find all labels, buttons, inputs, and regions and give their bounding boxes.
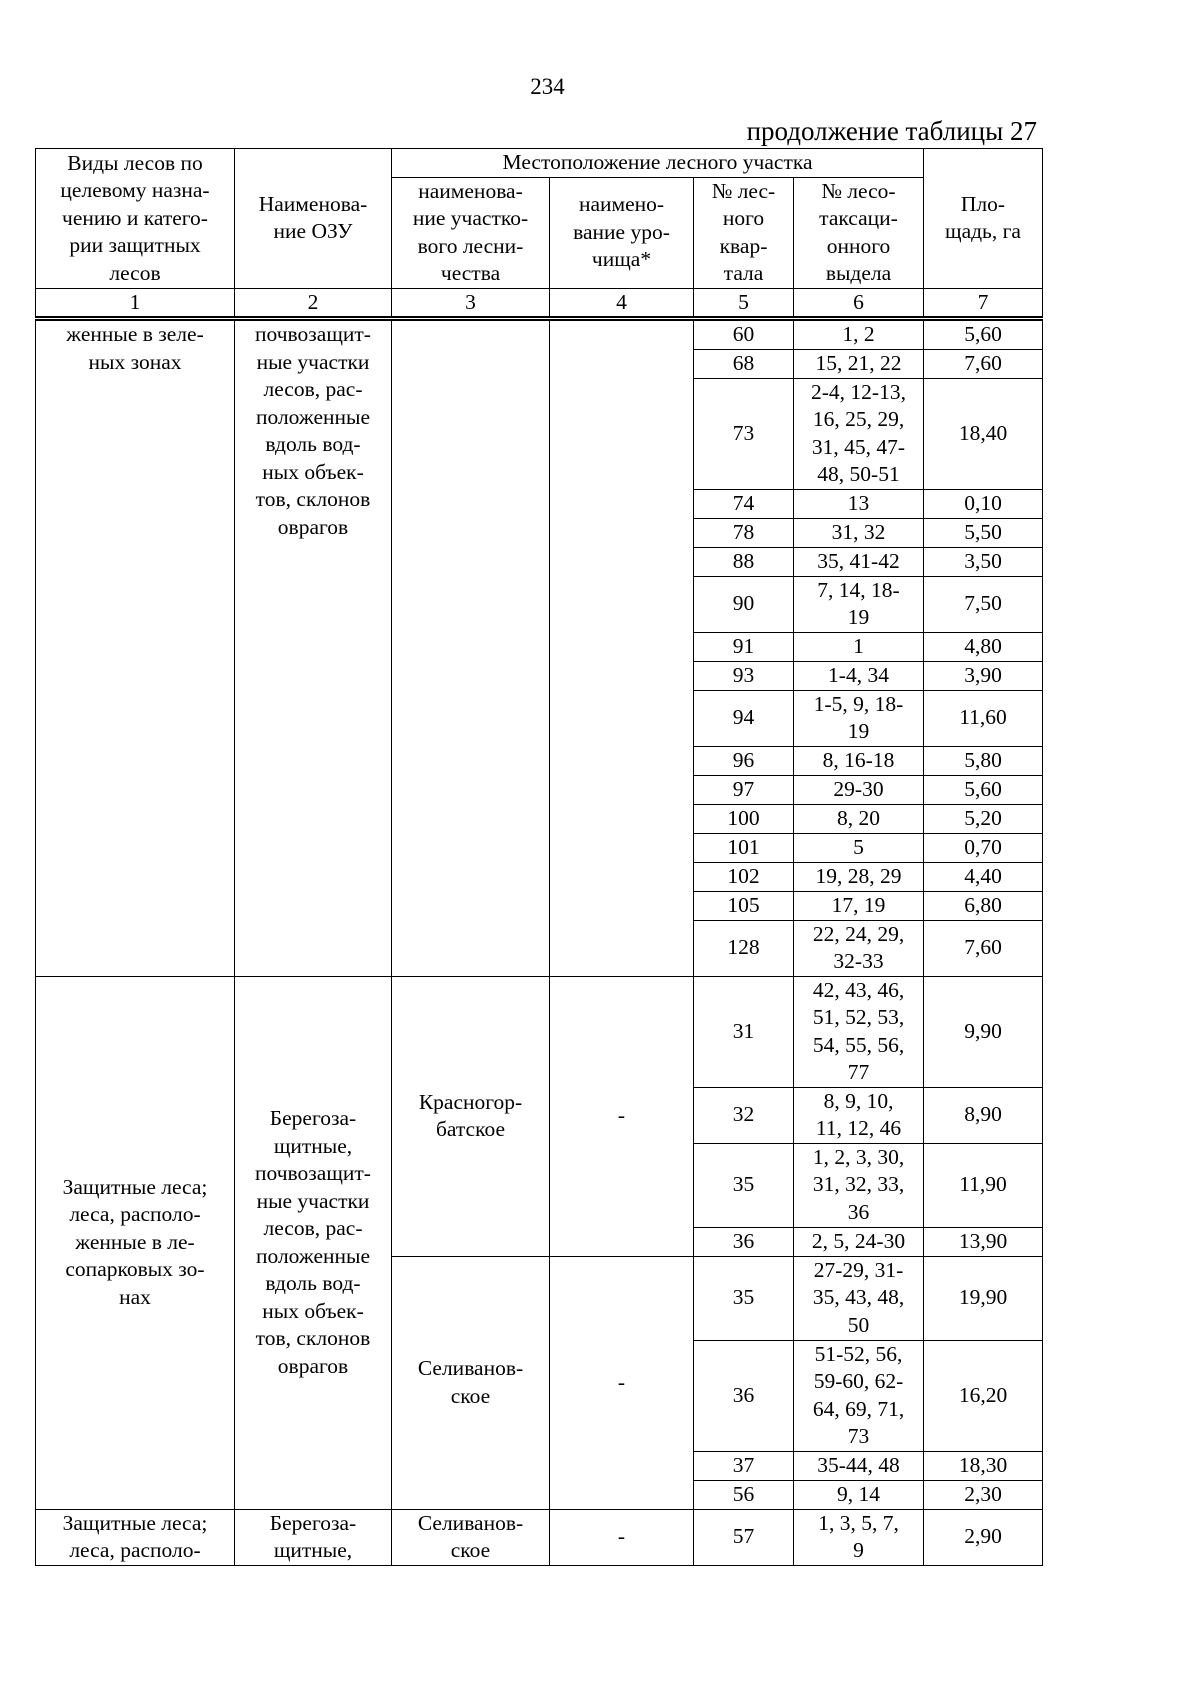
- vydel-cell-line: 22, 24, 29,: [812, 921, 905, 946]
- lesnichestvo-cell: [392, 1256, 550, 1509]
- area-cell: [924, 746, 1043, 775]
- forest-type-cell-line: ных зонах: [88, 349, 182, 374]
- vydel-cell-line: 8, 16-18: [822, 747, 895, 772]
- area-cell-line: 7,60: [964, 935, 1002, 960]
- vydel-cell-line: 1-4, 34: [828, 662, 889, 687]
- header-lesnichestvo-line: вого лесни-: [417, 233, 524, 258]
- ozu-name-cell-line: положенные: [255, 1243, 371, 1268]
- area-cell: [924, 1480, 1043, 1509]
- vydel-cell-line: 11, 12, 46: [815, 1116, 902, 1140]
- vydel-cell-line: 42, 43, 46,: [812, 977, 905, 1002]
- kvartal-cell-line: 35: [732, 1172, 755, 1197]
- area-cell-line: 3,50: [964, 548, 1002, 573]
- vydel-cell: [794, 862, 924, 891]
- kvartal-cell-line: 57: [732, 1524, 755, 1549]
- column-number-cell: [924, 288, 1043, 319]
- column-number-cell-line: 2: [307, 289, 319, 314]
- vydel-cell-line: 50: [847, 1312, 870, 1337]
- area-cell-line: 5,50: [964, 519, 1002, 544]
- vydel-cell: [794, 746, 924, 775]
- kvartal-cell-line: 102: [727, 863, 760, 888]
- area-cell: [924, 576, 1043, 632]
- ozu-name-cell-line: положенные: [255, 404, 371, 429]
- area-cell-line: 16,20: [958, 1382, 1008, 1407]
- area-cell-line: 4,80: [964, 633, 1002, 658]
- area-cell: [924, 1340, 1043, 1451]
- kvartal-cell: [694, 576, 794, 632]
- table-row: [36, 976, 1043, 1087]
- kvartal-cell: [694, 746, 794, 775]
- header-ozu-name: [235, 149, 392, 289]
- area-cell: [924, 920, 1043, 976]
- header-urochishe-line: наимено-: [578, 192, 665, 217]
- kvartal-cell: [694, 661, 794, 690]
- vydel-cell-line: 35, 41-42: [817, 548, 900, 573]
- kvartal-cell: [694, 804, 794, 833]
- vydel-cell-line: 8, 20: [837, 805, 880, 830]
- vydel-cell: [794, 547, 924, 576]
- ozu-name-cell: [235, 319, 392, 977]
- ozu-name-cell-line: лесов, рас-: [263, 1216, 363, 1240]
- vydel-cell-line: 1-5, 9, 18-: [813, 691, 904, 716]
- vydel-cell-line: 1: [853, 633, 864, 658]
- header-forest-type-line: целевому назна-: [60, 178, 210, 202]
- vydel-cell: [794, 489, 924, 518]
- forest-type-cell: [36, 319, 235, 977]
- area-cell: [924, 775, 1043, 804]
- header-urochishe-line: чища*: [591, 247, 652, 272]
- ozu-name-cell-line: Берегоза-: [269, 1510, 357, 1535]
- kvartal-cell-line: 105: [727, 892, 760, 917]
- area-cell-line: 2,90: [964, 1524, 1002, 1549]
- lesnichestvo-cell-line: батское: [435, 1117, 506, 1141]
- kvartal-cell-line: 78: [732, 519, 755, 544]
- kvartal-cell-line: 37: [732, 1452, 755, 1477]
- area-cell-line: 13,90: [958, 1228, 1008, 1253]
- kvartal-cell: [694, 976, 794, 1087]
- ozu-name-cell-line: щитные,: [273, 1133, 353, 1158]
- header-area-line: щадь, га: [945, 219, 1021, 244]
- vydel-cell: [794, 775, 924, 804]
- kvartal-cell-line: 96: [732, 747, 755, 772]
- vydel-cell-line: 31, 32, 33,: [812, 1172, 905, 1197]
- column-number-cell: [794, 288, 924, 319]
- vydel-cell: [794, 1509, 924, 1565]
- kvartal-cell-line: 91: [732, 633, 755, 658]
- forest-type-cell-line: женные в зеле-: [66, 322, 204, 346]
- header-vydel-line: онного: [826, 233, 891, 258]
- header-forest-type-line: рии защитных: [69, 233, 201, 257]
- vydel-cell: [794, 976, 924, 1087]
- vydel-cell-line: 54, 55, 56,: [812, 1032, 905, 1057]
- forest-plots-table: [35, 148, 1043, 1566]
- forest-type-cell-line: нах: [119, 1284, 151, 1309]
- header-kvartal-line: тала: [723, 261, 764, 285]
- kvartal-cell-line: 32: [732, 1102, 755, 1127]
- ozu-name-cell-line: вдоль вод-: [265, 432, 361, 456]
- area-cell-line: 8,90: [964, 1102, 1002, 1127]
- area-cell-line: 3,90: [964, 662, 1002, 687]
- header-urochishe-line: вание уро-: [573, 219, 670, 244]
- kvartal-cell: [694, 833, 794, 862]
- forest-type-cell-line: леса, располо-: [69, 1202, 201, 1227]
- header-ozu-name-line: Наименова-: [258, 191, 368, 216]
- kvartal-cell: [694, 1509, 794, 1565]
- column-number-cell: [550, 288, 694, 319]
- header-vydel-line: выдела: [825, 261, 892, 285]
- area-cell-line: 0,70: [964, 834, 1002, 859]
- urochishe-cell-line: -: [617, 1369, 626, 1394]
- vydel-cell-line: 17, 19: [831, 892, 886, 917]
- ozu-name-cell-line: тов, склонов: [255, 1326, 371, 1350]
- ozu-name-cell-line: почвозащит-: [255, 322, 371, 346]
- kvartal-cell: [694, 1143, 794, 1227]
- header-row: [36, 149, 1043, 178]
- vydel-cell: [794, 690, 924, 746]
- area-cell-line: 9,90: [964, 1018, 1002, 1043]
- vydel-cell: [794, 378, 924, 489]
- area-cell-line: 19,90: [958, 1285, 1008, 1310]
- vydel-cell: [794, 576, 924, 632]
- area-cell: [924, 349, 1043, 378]
- vydel-cell-line: 77: [847, 1060, 870, 1084]
- ozu-name-cell: [235, 976, 392, 1509]
- kvartal-cell: [694, 1256, 794, 1340]
- column-number-cell: [235, 288, 392, 319]
- kvartal-cell: [694, 632, 794, 661]
- area-cell: [924, 833, 1043, 862]
- kvartal-cell: [694, 489, 794, 518]
- area-cell: [924, 1087, 1043, 1143]
- vydel-cell: [794, 319, 924, 350]
- kvartal-cell-line: 73: [732, 420, 755, 445]
- area-cell: [924, 690, 1043, 746]
- vydel-cell-line: 48, 50-51: [817, 462, 900, 486]
- column-number-cell-line: 4: [616, 289, 627, 314]
- kvartal-cell-line: 100: [727, 805, 760, 830]
- column-number-cell: [36, 288, 235, 319]
- vydel-cell-line: 51, 52, 53,: [812, 1005, 905, 1029]
- ozu-name-cell-line: лесов, рас-: [263, 377, 363, 401]
- column-number-cell: [392, 288, 550, 319]
- header-kvartal-line: № лес-: [711, 178, 776, 203]
- area-cell: [924, 1256, 1043, 1340]
- header-lesnichestvo-line: чества: [440, 261, 501, 285]
- area-cell-line: 4,40: [964, 863, 1002, 888]
- table-body: [36, 149, 1043, 1566]
- ozu-name-cell-line: ные участки: [256, 349, 370, 374]
- area-cell: [924, 891, 1043, 920]
- vydel-cell-line: 35, 43, 48,: [812, 1285, 905, 1310]
- vydel-cell-line: 31, 32: [831, 519, 886, 544]
- forest-type-cell-line: леса, располо-: [69, 1538, 201, 1562]
- forest-type-cell: [36, 1509, 235, 1565]
- vydel-cell-line: 5: [853, 834, 864, 859]
- area-cell-line: 11,90: [959, 1172, 1007, 1197]
- area-cell: [924, 862, 1043, 891]
- vydel-cell-line: 36: [847, 1199, 870, 1224]
- header-kvartal-line: ного: [722, 206, 765, 230]
- vydel-cell: [794, 1256, 924, 1340]
- kvartal-cell: [694, 1087, 794, 1143]
- vydel-cell-line: 19: [847, 719, 870, 743]
- ozu-name-cell-line: щитные,: [273, 1538, 353, 1562]
- table-row: [36, 319, 1043, 350]
- area-cell-line: 18,30: [958, 1452, 1008, 1477]
- vydel-cell-line: 2, 5, 24-30: [811, 1228, 906, 1253]
- lesnichestvo-cell-line: ское: [450, 1538, 491, 1562]
- header-vydel: [794, 177, 924, 288]
- kvartal-cell-line: 36: [732, 1382, 755, 1407]
- kvartal-cell: [694, 891, 794, 920]
- kvartal-cell-line: 74: [732, 490, 755, 515]
- area-cell: [924, 1509, 1043, 1565]
- header-area: [924, 149, 1043, 289]
- ozu-name-cell: [235, 1509, 392, 1565]
- area-cell: [924, 319, 1043, 350]
- area-cell: [924, 1451, 1043, 1480]
- kvartal-cell: [694, 378, 794, 489]
- vydel-cell: [794, 1480, 924, 1509]
- header-lesnichestvo-line: наименова-: [418, 178, 523, 203]
- header-ozu-name-line: ние ОЗУ: [273, 219, 353, 244]
- header-vydel-line: таксаци-: [819, 206, 898, 230]
- vydel-cell: [794, 1340, 924, 1451]
- vydel-cell-line: 19, 28, 29: [815, 863, 902, 888]
- ozu-name-cell-line: оврагов: [277, 514, 349, 539]
- ozu-name-cell-line: тов, склонов: [255, 487, 371, 511]
- vydel-cell-line: 29-30: [833, 776, 884, 801]
- vydel-cell-line: 32-33: [833, 949, 884, 973]
- header-forest-type-line: Виды лесов по: [67, 150, 203, 175]
- kvartal-cell-line: 88: [732, 548, 755, 573]
- lesnichestvo-cell-line: ское: [450, 1383, 491, 1408]
- kvartal-cell: [694, 1227, 794, 1256]
- column-number-cell-line: 3: [465, 289, 476, 314]
- area-cell: [924, 518, 1043, 547]
- area-cell: [924, 976, 1043, 1087]
- kvartal-cell: [694, 775, 794, 804]
- header-kvartal: [694, 177, 794, 288]
- area-cell: [924, 1227, 1043, 1256]
- vydel-cell-line: 13: [847, 490, 870, 515]
- forest-type-cell-line: сопарковых зо-: [65, 1257, 205, 1282]
- kvartal-cell-line: 36: [732, 1228, 755, 1253]
- vydel-cell-line: 73: [847, 1424, 870, 1448]
- area-cell: [924, 489, 1043, 518]
- column-number-cell: [694, 288, 794, 319]
- kvartal-cell-line: 97: [732, 776, 755, 801]
- kvartal-cell: [694, 1480, 794, 1509]
- header-forest-type-line: чению и катего-: [62, 205, 208, 230]
- column-number-cell-line: 6: [853, 289, 864, 314]
- column-number-cell-line: 1: [129, 289, 141, 314]
- vydel-cell: [794, 661, 924, 690]
- lesnichestvo-cell-line: Селиванов-: [417, 1356, 524, 1380]
- ozu-name-cell-line: вдоль вод-: [265, 1271, 361, 1295]
- ozu-name-cell-line: Берегоза-: [269, 1106, 357, 1130]
- vydel-cell: [794, 1451, 924, 1480]
- forest-type-cell: [36, 976, 235, 1509]
- header-kvartal-line: квар-: [719, 233, 768, 258]
- area-cell: [924, 661, 1043, 690]
- kvartal-cell: [694, 1340, 794, 1451]
- kvartal-cell: [694, 1451, 794, 1480]
- kvartal-cell: [694, 349, 794, 378]
- vydel-cell: [794, 349, 924, 378]
- urochishe-cell-line: -: [617, 1524, 626, 1549]
- urochishe-cell: [550, 976, 694, 1256]
- lesnichestvo-cell: [392, 1509, 550, 1565]
- vydel-cell: [794, 804, 924, 833]
- vydel-cell-line: 19: [847, 605, 870, 629]
- forest-type-cell-line: Защитные леса;: [62, 1510, 208, 1535]
- area-cell-line: 5,60: [964, 322, 1002, 346]
- kvartal-cell: [694, 547, 794, 576]
- ozu-name-cell-line: ных объек-: [262, 1298, 364, 1323]
- header-area-line: Пло-: [960, 191, 1006, 216]
- header-location-group-line: Местоположение лесного участка: [502, 150, 813, 174]
- vydel-cell: [794, 1087, 924, 1143]
- ozu-name-cell-line: ных объек-: [262, 459, 364, 484]
- kvartal-cell-line: 35: [732, 1285, 755, 1310]
- column-number-cell-line: 7: [977, 289, 989, 314]
- vydel-cell-line: 1, 2, 3, 30,: [812, 1144, 905, 1169]
- area-cell-line: 18,40: [958, 420, 1008, 445]
- header-forest-type-line: лесов: [109, 260, 161, 285]
- lesnichestvo-cell: [392, 319, 550, 977]
- kvartal-cell-line: 93: [732, 662, 755, 687]
- area-cell-line: 0,10: [964, 490, 1002, 515]
- vydel-cell-line: 31, 45, 47-: [811, 434, 906, 459]
- area-cell-line: 5,60: [964, 776, 1002, 801]
- vydel-cell-line: 9: [853, 1538, 864, 1562]
- header-vydel-line: № лесо-: [821, 178, 896, 203]
- area-cell-line: 5,80: [964, 747, 1002, 772]
- urochishe-cell: [550, 319, 694, 977]
- kvartal-cell-line: 101: [727, 834, 760, 859]
- area-cell: [924, 632, 1043, 661]
- lesnichestvo-cell-line: Селиванов-: [417, 1510, 524, 1535]
- vydel-cell-line: 7, 14, 18-: [817, 577, 900, 602]
- header-lesnichestvo-line: ние участко-: [412, 206, 529, 230]
- urochishe-cell: [550, 1256, 694, 1509]
- kvartal-cell-line: 31: [732, 1018, 755, 1043]
- kvartal-cell-line: 68: [732, 350, 755, 375]
- area-cell: [924, 547, 1043, 576]
- vydel-cell-line: 1, 3, 5, 7,: [818, 1510, 899, 1535]
- area-cell-line: 5,20: [964, 805, 1002, 830]
- vydel-cell: [794, 891, 924, 920]
- ozu-name-cell-line: ные участки: [256, 1188, 370, 1213]
- vydel-cell-line: 2-4, 12-13,: [811, 379, 906, 404]
- lesnichestvo-cell-line: Красногор-: [418, 1089, 523, 1114]
- vydel-cell-line: 1, 2: [842, 322, 875, 346]
- vydel-cell-line: 27-29, 31-: [813, 1257, 904, 1282]
- vydel-cell-line: 8, 9, 10,: [823, 1088, 894, 1113]
- header-location-group: [392, 149, 924, 178]
- area-cell: [924, 804, 1043, 833]
- page-number: 234: [530, 74, 565, 99]
- kvartal-cell-line: 90: [732, 591, 755, 616]
- area-cell-line: 11,60: [959, 705, 1007, 730]
- area-cell: [924, 1143, 1043, 1227]
- vydel-cell: [794, 1227, 924, 1256]
- kvartal-cell: [694, 690, 794, 746]
- forest-type-cell-line: Защитные леса;: [62, 1174, 208, 1199]
- area-cell-line: 7,60: [964, 350, 1002, 375]
- area-cell-line: 6,80: [964, 892, 1002, 917]
- table-continuation-caption: продолжение таблицы 27: [746, 116, 1037, 146]
- kvartal-cell: [694, 920, 794, 976]
- kvartal-cell-line: 60: [732, 322, 755, 346]
- vydel-cell-line: 35-44, 48: [817, 1452, 900, 1477]
- vydel-cell-line: 51-52, 56,: [814, 1341, 903, 1366]
- vydel-cell: [794, 1143, 924, 1227]
- vydel-cell: [794, 833, 924, 862]
- vydel-cell-line: 15, 21, 22: [815, 350, 902, 375]
- lesnichestvo-cell: [392, 976, 550, 1256]
- column-number-cell-line: 5: [738, 289, 749, 314]
- area-cell-line: 2,30: [964, 1481, 1002, 1506]
- ozu-name-cell-line: почвозащит-: [255, 1161, 371, 1185]
- kvartal-cell: [694, 518, 794, 547]
- table-row: [36, 1509, 1043, 1565]
- header-lesnichestvo: [392, 177, 550, 288]
- kvartal-cell-line: 56: [732, 1481, 755, 1506]
- vydel-cell: [794, 632, 924, 661]
- area-cell: [924, 378, 1043, 489]
- vydel-cell-line: 9, 14: [837, 1481, 880, 1506]
- ozu-name-cell-line: оврагов: [277, 1353, 349, 1378]
- urochishe-cell: [550, 1509, 694, 1565]
- area-cell-line: 7,50: [964, 591, 1002, 616]
- vydel-cell-line: 59-60, 62-: [813, 1369, 904, 1393]
- kvartal-cell-line: 128: [727, 935, 760, 960]
- vydel-cell: [794, 920, 924, 976]
- kvartal-cell-line: 94: [732, 705, 755, 730]
- column-numbers-row: [36, 288, 1043, 319]
- header-forest-type: [36, 149, 235, 289]
- vydel-cell: [794, 518, 924, 547]
- vydel-cell-line: 16, 25, 29,: [812, 407, 905, 431]
- urochishe-cell-line: -: [617, 1103, 626, 1128]
- kvartal-cell: [694, 862, 794, 891]
- kvartal-cell: [694, 319, 794, 350]
- vydel-cell-line: 64, 69, 71,: [812, 1396, 905, 1421]
- forest-type-cell-line: женные в ле-: [75, 1229, 195, 1254]
- header-urochishe: [550, 177, 694, 288]
